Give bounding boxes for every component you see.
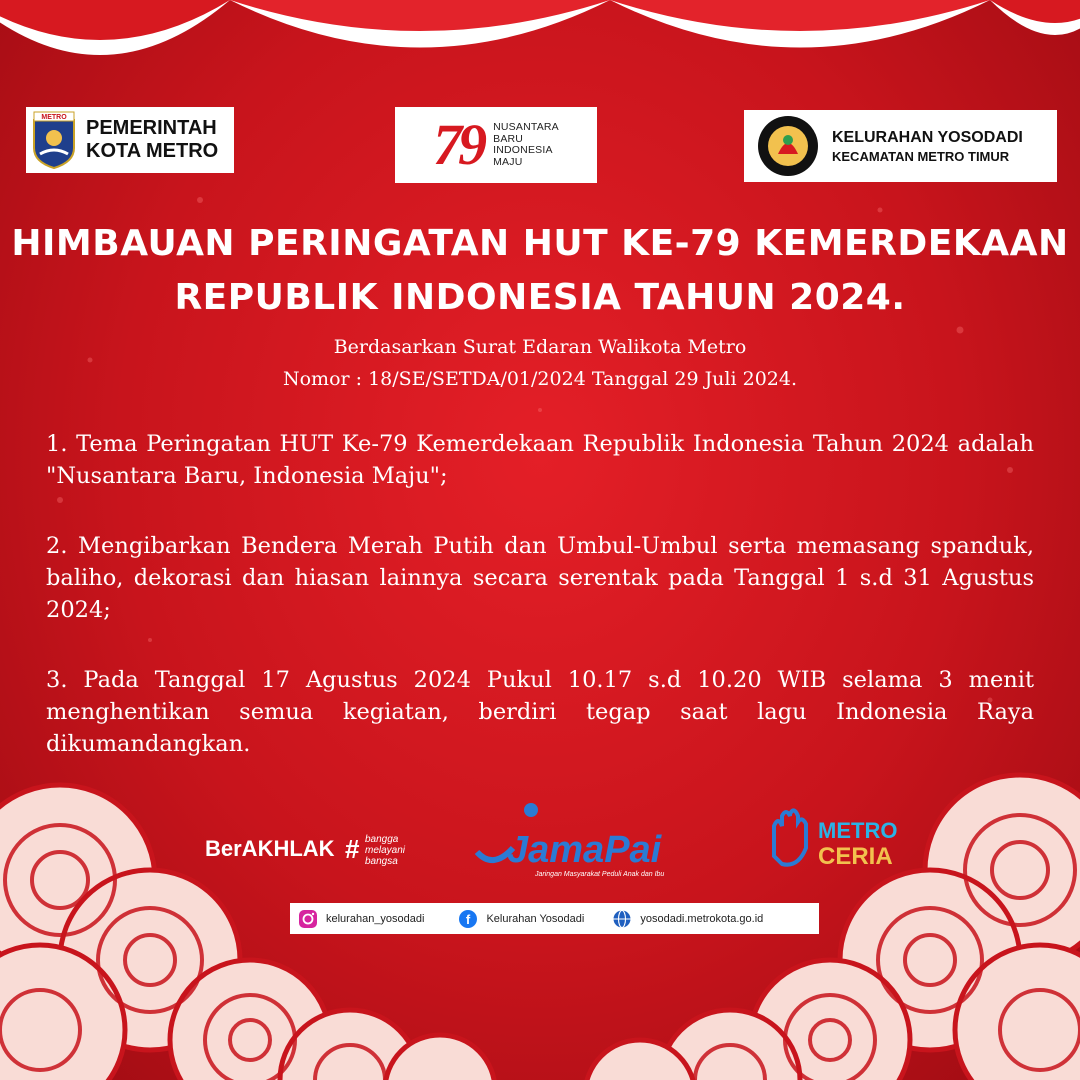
pemkot-logo-box [26,107,234,173]
instagram-icon [298,909,318,929]
pemkot-line1: PEMERINTAH [86,117,217,139]
title-line2: REPUBLIK INDONESIA TAHUN 2024. [174,277,906,318]
pemkot-name [86,117,218,163]
top-ribbon [0,0,1080,55]
metro-text: METRO [818,818,898,843]
hut-theme-text [493,122,559,168]
point-3: 3. Pada Tanggal 17 Agustus 2024 Pukul 10.17 s.d 10.20 WIB selama 3 menit menghentikan semua kegiatan, berdiri tegap saat lagu Indonesia Raya dikumandangkan. [46,667,1034,757]
svg-text:METRO: METRO [41,114,67,121]
social-facebook[interactable] [458,909,584,929]
globe-icon [612,909,632,929]
hut-line: BARU [493,132,524,145]
jamapai-text: JamaPai [507,829,662,871]
kelurahan-logo-box [744,110,1057,182]
kelurahan-line1: KELURAHAN YOSODADI [832,128,1023,146]
facebook-name: Kelurahan Yosodadi [486,912,585,925]
hashtag-word: melayani [365,845,406,856]
social-website[interactable] [612,909,763,929]
hut-79-number: 79 [433,112,484,177]
hashtag-word: bangga [365,834,399,845]
website-url: yosodadi.metrokota.go.id [640,912,764,925]
subtitle-line2: Nomor : 18/SE/SETDA/01/2024 Tanggal 29 Juli 2024. [282,368,798,390]
metro-ceria-logo [768,808,918,870]
metro-crest-icon [30,110,78,170]
hut-line: MAJU [493,155,523,168]
hut-line: NUSANTARA [493,121,559,133]
instagram-handle: kelurahan_yosodadi [326,912,425,925]
pemkot-line2: KOTA METRO [86,140,219,162]
hashtag-icon: # [345,834,360,864]
berakhlak-text: BerAKHLAK [205,836,335,861]
hashtag-word: bangsa [365,856,398,867]
jamapai-tagline: Jaringan Masyarakat Peduli Anak dan Ibu [535,871,665,878]
hut-79-logo-box [395,107,597,183]
svg-text:f: f [466,911,471,927]
hut-line: INDONESIA [493,144,553,156]
berakhlak-logo [205,828,420,868]
kelurahan-line2: KECAMATAN METRO TIMUR [832,148,1010,164]
facebook-icon [458,909,478,929]
title-line1: HIMBAUAN PERINGATAN HUT KE-79 KEMERDEKAAN [11,223,1069,264]
kelurahan-name [832,128,1023,165]
subtitle-line1: Berdasarkan Surat Edaran Walikota Metro [333,336,747,358]
point-2: 2. Mengibarkan Bendera Merah Putih dan Umbul-Umbul serta memasang spanduk, baliho, dekorasi dan hiasan lainnya secara serentak pada Tanggal 1 s.d 31 Agustus 2024; [46,533,1034,623]
hand-icon [774,810,806,864]
jamapai-logo [473,800,703,880]
kelurahan-emblem-icon [756,114,820,178]
point-1: 1. Tema Peringatan HUT Ke-79 Kemerdekaan Republik Indonesia Tahun 2024 adalah "Nusantara Baru, Indonesia Maju"; [46,431,1034,489]
ceria-text: CERIA [818,843,893,870]
announcement-points [46,428,1034,798]
social-bar [290,903,819,934]
social-instagram[interactable] [298,909,424,929]
jamapai-star-icon [524,803,538,817]
